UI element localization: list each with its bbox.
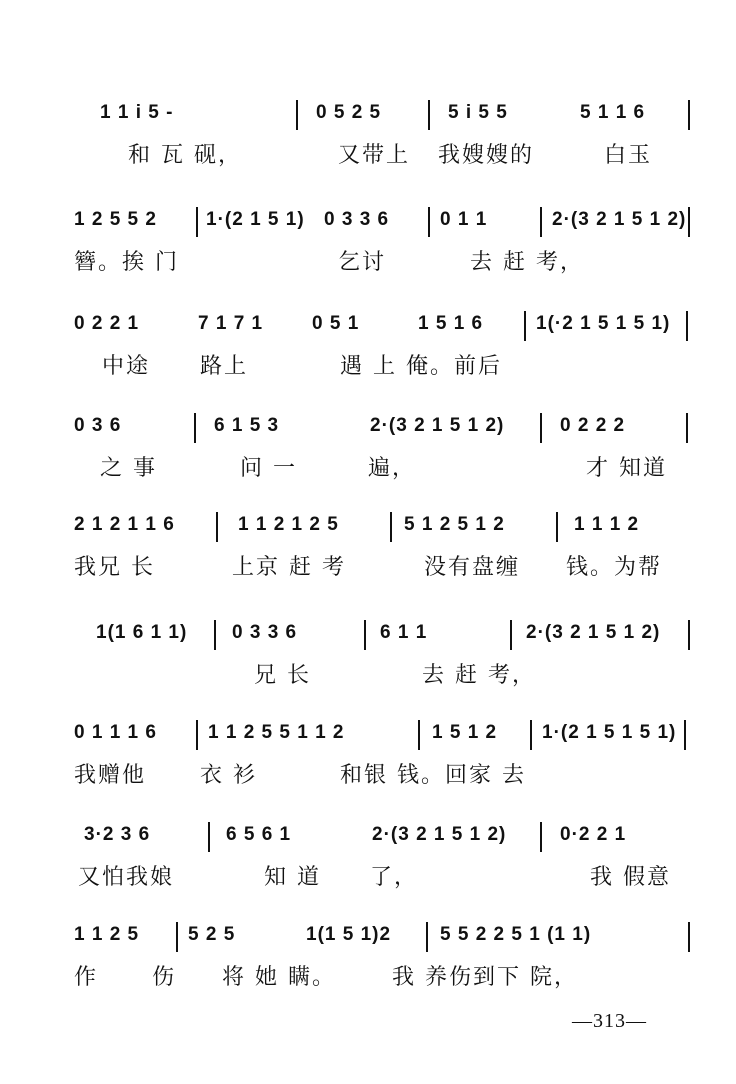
lyric-phrase: 了， [370,865,419,890]
lyric-phrase: 中途 [102,354,151,379]
lyric-row [0,864,736,894]
measure-notes: 0 5 1 [312,313,360,334]
barline [296,100,298,130]
notation-row [0,620,736,650]
lyric-phrase: 没有盘缠 [424,555,521,580]
measure-notes: 2 1 2 1 1 6 [74,514,175,535]
measure-notes: 1·(2 1 5 1) [206,209,305,230]
lyric-row [0,353,736,383]
notation-row [0,922,736,952]
measure-notes: 0 2 2 2 [560,415,626,436]
measure-notes: 1(1 5 1)2 [306,924,392,945]
measure-notes: 1 5 1 6 [418,313,484,334]
barline [510,620,512,650]
score-system-7 [0,720,736,830]
barline [428,100,430,130]
barline [530,720,532,750]
lyric-phrase: 和银 钱。回家 去 [340,763,526,788]
measure-notes: 0 3 6 [74,415,122,436]
lyric-phrase: 遇 上 俺。前后 [340,354,502,379]
score-system-1 [0,100,736,210]
measure-notes: 5 1 2 5 1 2 [404,514,505,535]
measure-notes: 6 1 5 3 [214,415,280,436]
notation-row [0,720,736,750]
score-system-8 [0,822,736,932]
measure-notes: 0 2 2 1 [74,313,140,334]
barline [540,413,542,443]
barline [688,620,690,650]
notation-row [0,822,736,852]
lyric-phrase: 我 养伤到下 院， [392,965,578,990]
lyric-phrase: 我兄 长 [74,555,155,580]
lyric-phrase: 白玉 [604,143,653,168]
notation-row [0,413,736,443]
measure-notes: 0·2 2 1 [560,824,627,845]
lyric-phrase: 遍， [368,456,417,481]
measure-notes: 0 3 3 6 [232,622,298,643]
barline [194,413,196,443]
barline [214,620,216,650]
score-system-2 [0,207,736,317]
score-system-6 [0,620,736,730]
lyric-row [0,249,736,279]
score-system-3 [0,311,736,421]
barline [418,720,420,750]
barline [176,922,178,952]
barline [216,512,218,542]
lyric-row [0,762,736,792]
measure-notes: 1·(2 1 5 1 5 1) [542,722,677,743]
lyric-phrase: 簪。挨 门 [74,250,179,275]
notation-row [0,100,736,130]
measure-notes: 7 1 7 1 [198,313,264,334]
lyric-row [0,662,736,692]
barline [428,207,430,237]
barline [390,512,392,542]
measure-notes: 2·(3 2 1 5 1 2) [370,415,505,436]
score-system-5 [0,512,736,622]
lyric-phrase: 兄 长 [254,663,311,688]
notation-row [0,207,736,237]
barline [540,207,542,237]
measure-notes: 1 1 i 5 - [100,102,174,123]
lyric-row [0,554,736,584]
measure-notes: 1(1 6 1 1) [96,622,188,643]
barline [196,720,198,750]
measure-notes: 2·(3 2 1 5 1 2) [552,209,687,230]
measure-notes: 0 1 1 1 6 [74,722,157,743]
page-number: —313— [572,1010,647,1032]
measure-notes: 5 2 5 [188,924,236,945]
barline [688,922,690,952]
lyric-phrase: 我赠他 [74,763,147,788]
barline [684,720,686,750]
lyric-phrase: 钱。为帮 [566,555,663,580]
lyric-phrase: 上京 赶 考 [232,555,346,580]
barline [556,512,558,542]
measure-notes: 5 5 2 2 5 1 (1 1) [440,924,592,945]
measure-notes: 1 1 1 2 [574,514,640,535]
lyric-row [0,142,736,172]
lyric-phrase: 我 假意 [590,865,671,890]
lyric-phrase: 之 事 [100,456,157,481]
barline [426,922,428,952]
lyric-phrase: 去 赶 考， [422,663,536,688]
barline [686,413,688,443]
barline [688,100,690,130]
lyric-phrase: 又带上 [338,143,411,168]
measure-notes: 2·(3 2 1 5 1 2) [372,824,507,845]
barline [540,822,542,852]
lyric-phrase: 伤 [152,965,177,990]
lyric-phrase: 知 道 [264,865,321,890]
lyric-phrase: 我嫂嫂的 [438,143,535,168]
measure-notes: 1 1 2 5 5 1 1 2 [208,722,345,743]
lyric-phrase: 将 她 瞒。 [222,965,336,990]
notation-row [0,512,736,542]
lyric-phrase: 才 知道 [586,456,667,481]
lyric-phrase: 和 瓦 砚， [128,143,242,168]
measure-notes: 0 3 3 6 [324,209,390,230]
lyric-phrase: 路上 [200,354,249,379]
measure-notes: 0 1 1 [440,209,488,230]
lyric-phrase: 去 赶 考， [470,250,584,275]
measure-notes: 1 5 1 2 [432,722,498,743]
measure-notes: 5 i 5 5 [448,102,508,123]
barline [688,207,690,237]
barline [364,620,366,650]
measure-notes: 6 5 6 1 [226,824,292,845]
measure-notes: 1 2 5 5 2 [74,209,157,230]
measure-notes: 0 5 2 5 [316,102,382,123]
barline [524,311,526,341]
measure-notes: 1(·2 1 5 1 5 1) [536,313,671,334]
lyric-phrase: 衣 衫 [200,763,257,788]
lyric-phrase: 又怕我娘 [78,865,175,890]
notation-row [0,311,736,341]
lyric-phrase: 乞讨 [338,250,387,275]
measure-notes: 5 1 1 6 [580,102,646,123]
measure-notes: 3·2 3 6 [84,824,151,845]
barline [196,207,198,237]
barline [208,822,210,852]
score-system-4 [0,413,736,523]
measure-notes: 1 1 2 1 2 5 [238,514,339,535]
measure-notes: 2·(3 2 1 5 1 2) [526,622,661,643]
barline [686,311,688,341]
measure-notes: 6 1 1 [380,622,428,643]
lyric-phrase: 作 [74,965,99,990]
lyric-phrase: 问 一 [240,456,297,481]
lyric-row [0,455,736,485]
measure-notes: 1 1 2 5 [74,924,140,945]
lyric-row [0,964,736,994]
